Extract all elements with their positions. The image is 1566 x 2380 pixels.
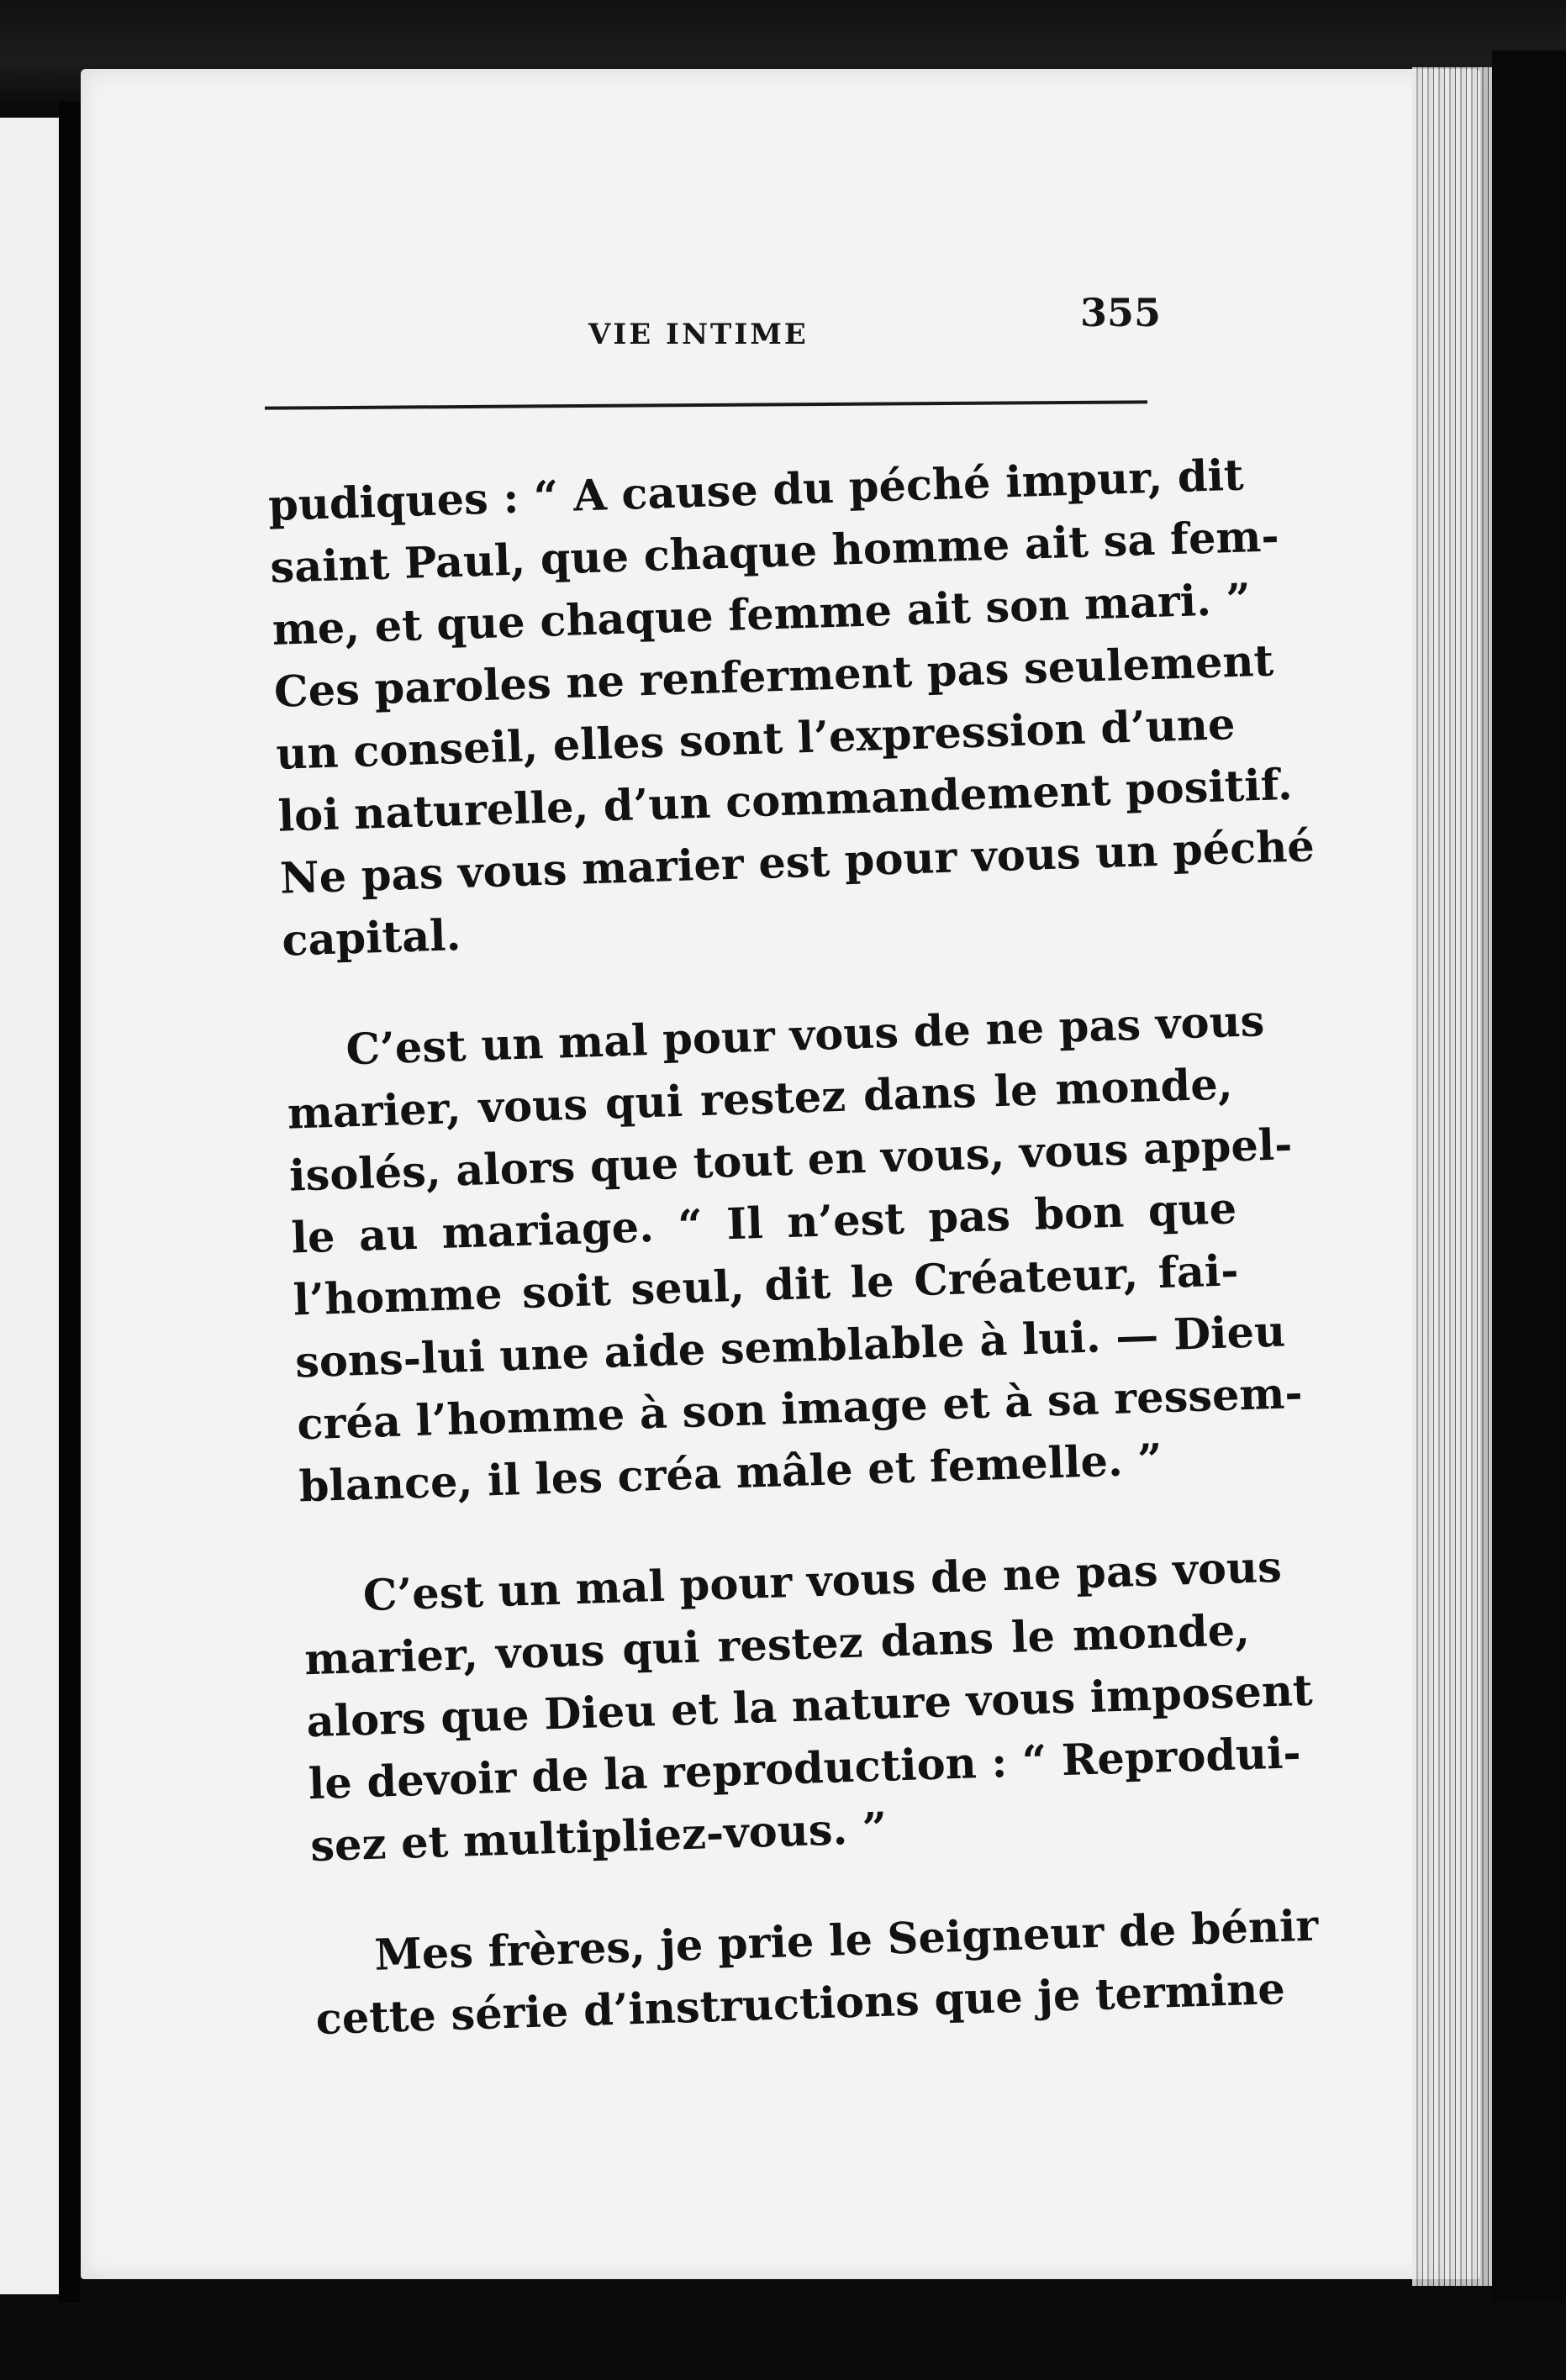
scan-right-border bbox=[1492, 50, 1566, 2319]
facing-page-edge bbox=[0, 118, 59, 2294]
text-line: marier, vous qui restez dans le monde, bbox=[303, 1604, 1251, 1686]
text-line: Mes frères, je prie le Seigneur de bénir bbox=[373, 1900, 1320, 1981]
text-line: sons-lui une aide semblable à lui. — Dieu bbox=[294, 1306, 1286, 1388]
text-line: isolés, alors que tout en vous, vous appel- bbox=[288, 1119, 1294, 1202]
text-line: Ne pas vous marier est pour vous un péché bbox=[279, 821, 1316, 904]
page-number: 355 bbox=[1080, 290, 1162, 335]
scan-bottom-border bbox=[0, 2303, 1566, 2380]
text-line: l’homme soit seul, dit le Créateur, fai- bbox=[292, 1245, 1240, 1326]
running-head: VIE INTIME bbox=[588, 318, 809, 351]
text-line: C’est un mal pour vous de ne pas vous bbox=[362, 1541, 1283, 1622]
page-stack-edge bbox=[1412, 67, 1492, 2286]
book-gutter bbox=[59, 101, 81, 2319]
text-line: C’est un mal pour vous de ne pas vous bbox=[345, 996, 1266, 1076]
paragraph-3 bbox=[302, 1537, 1314, 1877]
paragraph-2 bbox=[284, 991, 1304, 1518]
text-line: le au mariage. “ Il n’est pas bon que bbox=[290, 1183, 1237, 1264]
body-text bbox=[267, 445, 1320, 2099]
text-line: cette série d’instructions que je termine bbox=[314, 1963, 1286, 2046]
text-line: alors que Dieu et la nature vous imposent bbox=[305, 1665, 1314, 1748]
text-line: blance, il les créa mâle et femelle. ” bbox=[298, 1435, 1163, 1513]
text-line: saint Paul, que chaque homme ait sa fem- bbox=[269, 511, 1280, 593]
text-line: loi naturelle, d’un commandement positif. bbox=[277, 759, 1294, 842]
text-line: capital. bbox=[281, 910, 462, 966]
paragraph-4 bbox=[313, 1897, 1320, 2051]
text-line: le devoir de la reproduction : “ Reprodui- bbox=[308, 1728, 1302, 1810]
paragraph-1 bbox=[267, 445, 1316, 972]
text-line: créa l’homme à son image et à sa ressem- bbox=[296, 1367, 1304, 1451]
text-line: sez et multipliez-vous. ” bbox=[309, 1803, 888, 1872]
text-line: me, et que chaque femme ait son mari. ” bbox=[271, 574, 1252, 656]
text-line: pudiques : “ A cause du péché impur, dit bbox=[267, 450, 1245, 531]
text-line: marier, vous qui restez dans le monde, bbox=[286, 1059, 1234, 1140]
text-line: Ces paroles ne renferment pas seulement bbox=[273, 635, 1274, 718]
text-line: un conseil, elles sont l’expression d’une bbox=[275, 698, 1236, 780]
